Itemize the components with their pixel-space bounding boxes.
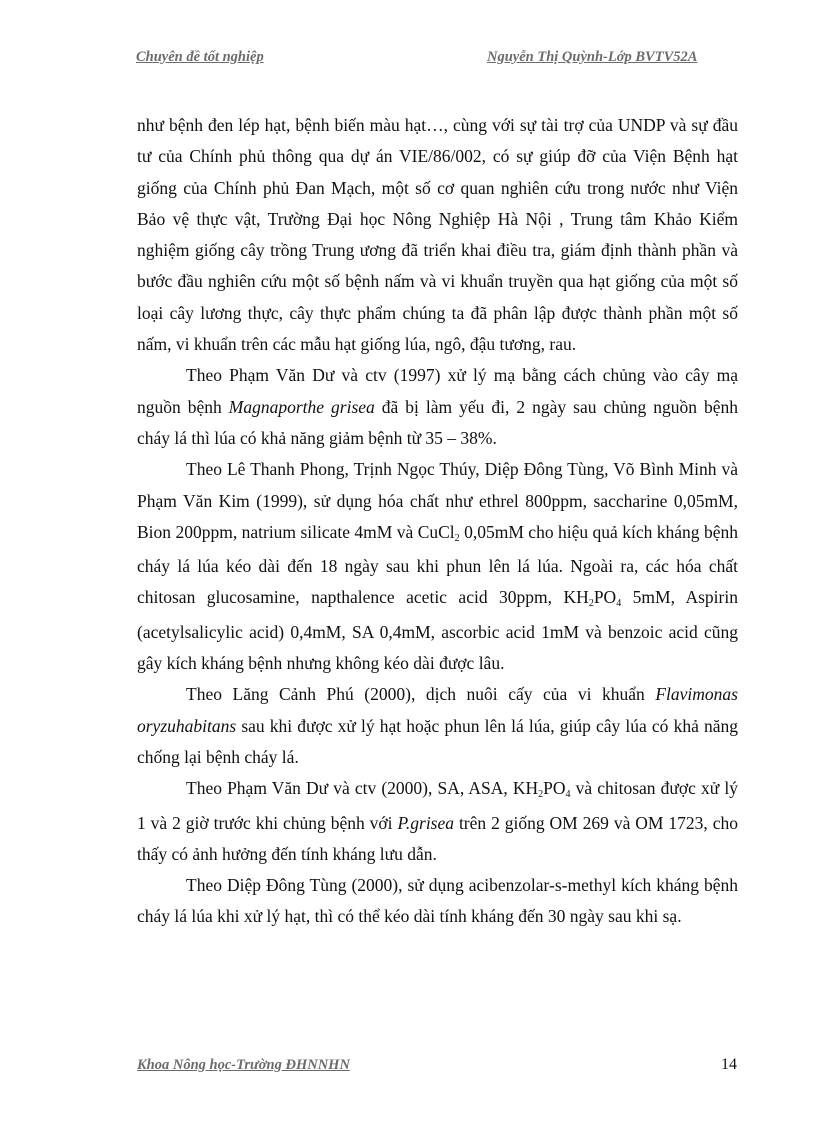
page-number: 14 <box>721 1056 737 1073</box>
body-text <box>137 110 738 933</box>
paragraph-3-text-a: Theo Lê Thanh Phong, Trịnh Ngọc Thúy, Diệp Đông Tùng, Võ Bình Minh và Phạm Văn Kim (1999), sử dụng hóa chất như ethrel 800ppm, saccharine 0,05mM, Bion 200ppm, natrium silicate 4mM và CuCl <box>137 459 738 542</box>
subscript: 2 <box>538 789 544 801</box>
subscript: 2 <box>454 532 460 544</box>
header-thesis-title: Chuyên đề tốt nghiệp <box>136 49 264 65</box>
subscript: 2 <box>588 598 594 610</box>
paragraph-4 <box>137 679 738 773</box>
subscript: 4 <box>616 598 622 610</box>
footer-faculty: Khoa Nông học-Trường ĐHNNHN <box>137 1057 350 1073</box>
paragraph-2-text-a: Theo Phạm Văn Dư và ctv (1997) xử lý mạ bằng cách chủng vào cây mạ nguồn bệnh <box>137 365 738 417</box>
species-name: P.grisea <box>397 812 455 833</box>
paragraph-5-text-d: trên 2 giống OM 269 và OM 1723, cho thấy có ảnh hưởng đến tính kháng lưu dẫn. <box>137 812 738 864</box>
paragraph-5-text-c: và chitosan được xử lý 1 và 2 giờ trước khi chủng bệnh với <box>137 778 738 833</box>
paragraph-2-text-b: đã bị làm yếu đi, 2 ngày sau chủng nguồn bệnh cháy lá thì lúa có khả năng giảm bệnh từ 35 – 38%. <box>137 396 738 448</box>
paragraph-6: Theo Diệp Đông Tùng (2000), sử dụng acibenzolar-s-methyl kích kháng bệnh cháy lá lúa khi xử lý hạt, thì có thể kéo dài tính kháng đến 30 ngày sau khi sạ. <box>137 875 738 927</box>
paragraph-1: như bệnh đen lép hạt, bệnh biến màu hạt…, cùng với sự tài trợ của UNDP và sự đầu tư của Chính phủ thông qua dự án VIE/86/002, có sự giúp đỡ của Viện Bệnh hạt giống của Chính phủ Đan Mạch, một số cơ quan nghiên cứu trong nước như Viện Bảo vệ thực vật, Trường Đại học Nông Nghiệp Hà Nội , Trung tâm Khảo Kiểm nghiệm giống cây trồng Trung ương đã triển khai điều tra, giám định thành phần và bước đầu nghiên cứu một số bệnh nấm và vi khuẩn truyền qua hạt giống của một số loại cây lương thực, cây thực phẩm chúng ta đã phân lập được thành phần một số nấm, vi khuẩn trên các mẫu hạt giống lúa, ngô, đậu tương, rau. <box>137 115 738 355</box>
paragraph-4-text-b: sau khi được xử lý hạt hoặc phun lên lá lúa, giúp cây lúa có khả năng chống lại bệnh cháy lá. <box>137 715 738 767</box>
paragraph-3-text-d: 5mM, Aspirin (acetylsalicylic acid) 0,4mM, SA 0,4mM, ascorbic acid 1mM và benzoic acid cũng gây kích kháng bệnh nhưng không kéo dài được lâu. <box>137 587 738 674</box>
paragraph-2 <box>137 360 738 454</box>
paragraph-5-text-b: PO <box>543 778 566 799</box>
paragraph-5 <box>137 773 738 870</box>
paragraph-4-text-a: Theo Lăng Cảnh Phú (2000), dịch nuôi cấy của vi khuẩn <box>186 684 656 705</box>
paragraph-3 <box>137 454 738 679</box>
species-name: Flavimonas oryzuhabitans <box>137 684 738 736</box>
paragraph-5-text-a: Theo Phạm Văn Dư và ctv (2000), SA, ASA, KH <box>186 778 539 799</box>
header-author: Nguyễn Thị Quỳnh-Lớp BVTV52A <box>487 49 698 65</box>
species-name: Magnaporthe grisea <box>228 396 375 417</box>
paragraph-3-text-c: PO <box>593 587 617 608</box>
subscript: 4 <box>565 789 571 801</box>
paragraph-3-text-b: 0,05mM cho hiệu quả kích kháng bệnh cháy lá lúa kéo dài đến 18 ngày sau khi phun lên lá lúa. Ngoài ra, các hóa chất chitosan glucosamine, napthalence acetic acid 30ppm, KH <box>137 521 738 608</box>
